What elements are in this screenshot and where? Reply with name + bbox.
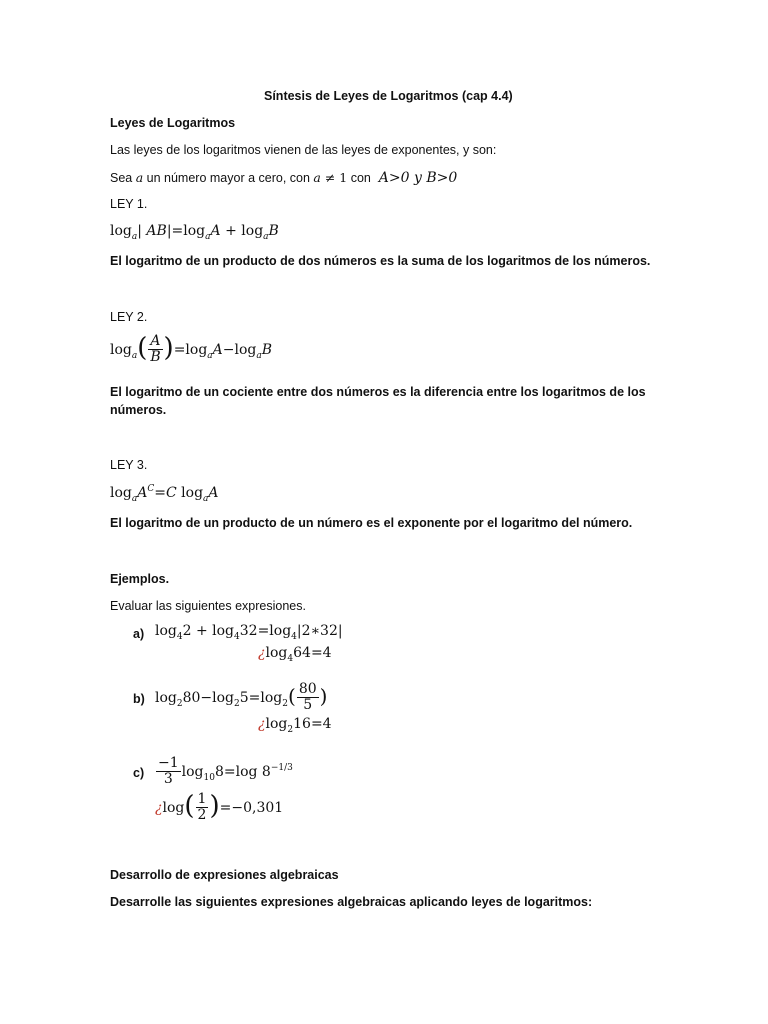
examples-prompt: Evaluar las siguientes expresiones. <box>110 599 306 613</box>
example-b-line2: ¿$\log_216=4$ <box>258 716 332 735</box>
development-prompt: Desarrolle las siguientes expresiones algebraicas aplicando leyes de logaritmos: <box>110 895 593 909</box>
law3-label: LEY 3. <box>110 458 148 472</box>
law3-description: El logaritmo de un producto de un número es el exponente por el logaritmo del número. <box>110 516 633 530</box>
law1-label: LEY 1. <box>110 197 148 211</box>
example-a-label: a) <box>133 627 145 641</box>
law1-description: El logaritmo de un producto de dos números es la suma de los logaritmos de los números. <box>110 254 651 268</box>
condition-text-3: con <box>347 171 375 185</box>
condition-var-a: a <box>135 170 144 185</box>
law2-description-line1: El logaritmo de un cociente entre dos números es la diferencia entre los logaritmos de los <box>110 385 646 399</box>
law2-label: LEY 2. <box>110 310 148 324</box>
law2-formula: $\log_a$( $\frac{A}{B}$ )$=\log_aA-\log_aB$ <box>110 332 273 365</box>
section-heading-development: Desarrollo de expresiones algebraicas <box>110 868 339 882</box>
law3-formula: $\log_aA^C=C$ $\log_aA$ <box>110 484 219 504</box>
law2-description-line2: números. <box>110 403 167 417</box>
intro-paragraph: Las leyes de los logaritmos vienen de las leyes de exponentes, y son: <box>110 143 497 157</box>
condition-line <box>110 170 457 186</box>
condition-text-2: un número mayor a cero, con <box>143 171 314 185</box>
example-a-line1: $\log_42$ + $\log_432=\log_4|2∗32|$ <box>155 623 343 642</box>
example-c-line1: $\frac{-1}{3}$ $\log_{10}8=\log$ $8^{-1/3}$ <box>158 755 293 787</box>
condition-inequality: A>0 y B>0 <box>374 170 458 186</box>
example-c-line2: ¿log( $\frac{1}{2}$ )=−0,301 <box>155 790 284 823</box>
example-c-label: c) <box>133 766 145 780</box>
law1-formula: $\log_a|$ $AB|=\log_aA + \log_aB$ <box>110 223 279 242</box>
condition-text-1: Sea <box>110 171 136 185</box>
example-c-result: =−0,301 <box>219 799 284 816</box>
section-heading-laws: Leyes de Logaritmos <box>110 116 236 130</box>
condition-neq: a ≠ 1 <box>313 170 348 185</box>
example-a-line2: ¿$\log_464=4$ <box>258 645 332 664</box>
example-b-line1: $\log_280-\log_25=\log_2$( $\frac{80}{5}$ ) <box>155 681 328 713</box>
examples-heading: Ejemplos. <box>110 572 170 586</box>
example-b-label: b) <box>133 692 145 706</box>
document-title: Síntesis de Leyes de Logaritmos (cap 4.4) <box>264 89 513 103</box>
